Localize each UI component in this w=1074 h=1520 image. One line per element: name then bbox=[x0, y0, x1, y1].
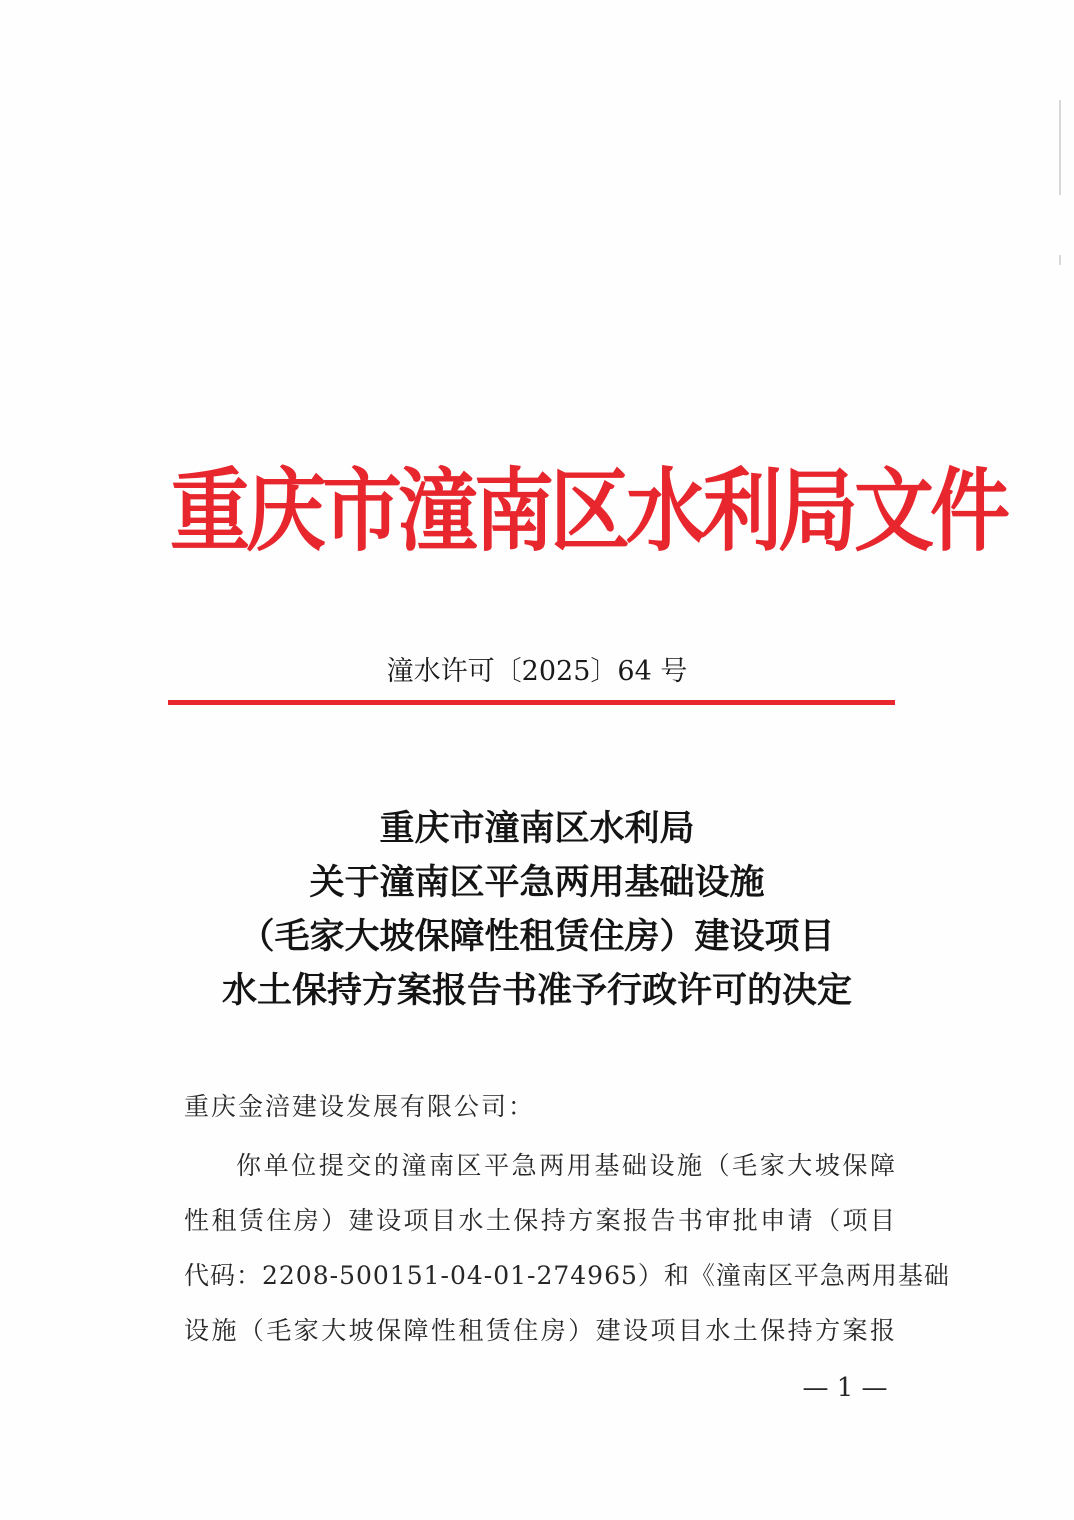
red-divider-line bbox=[168, 700, 895, 705]
scan-edge-mark bbox=[1059, 100, 1061, 195]
document-title bbox=[150, 802, 924, 1018]
body-line: 性租赁住房）建设项目水土保持方案报告书审批申请（项目 bbox=[184, 1206, 896, 1235]
page-number: — 1 — bbox=[802, 1373, 888, 1403]
scan-edge-mark bbox=[1059, 255, 1061, 265]
title-line: （毛家大坡保障性租赁住房）建设项目 bbox=[239, 916, 835, 957]
body-line: 设施（毛家大坡保障性租赁住房）建设项目水土保持方案报 bbox=[184, 1316, 896, 1345]
addressee: 重庆金涪建设发展有限公司： bbox=[184, 1092, 536, 1121]
title-line: 关于潼南区平急两用基础设施 bbox=[309, 862, 765, 903]
body-line: 代码：2208-500151-04-01-274965）和《潼南区平急两用基础 bbox=[184, 1261, 950, 1290]
document-number: 潼水许可〔2025〕64 号 bbox=[386, 656, 688, 687]
body-line: 你单位提交的潼南区平急两用基础设施（毛家大坡保障 bbox=[236, 1151, 896, 1180]
title-line: 重庆市潼南区水利局 bbox=[379, 808, 695, 849]
document-masthead: 重庆市潼南区水利局文件 bbox=[170, 459, 1006, 564]
body-paragraph bbox=[184, 1138, 950, 1358]
title-line: 水土保持方案报告书准予行政许可的决定 bbox=[221, 970, 852, 1011]
